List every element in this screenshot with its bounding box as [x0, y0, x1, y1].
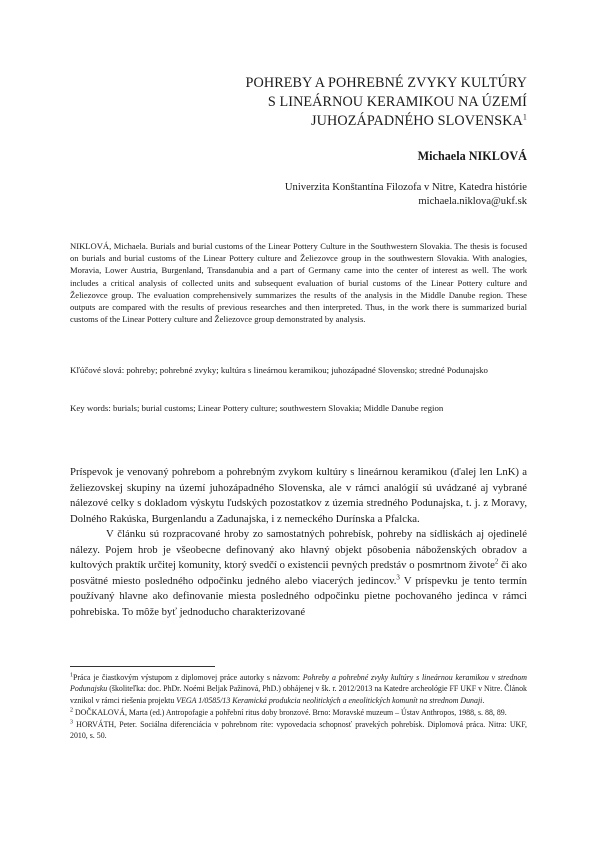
- footnote-3-text: HORVÁTH, Peter. Sociálna diferenciácia v pohrebnom ríte: vypovedacia schopnosť pravekých pohrebísk. Diplomová práca. Nitra: UKF, 2010, s. 50.: [70, 720, 527, 741]
- footnotes: [70, 672, 527, 743]
- footnote-2-mark: 2: [70, 707, 73, 714]
- keywords-english: Key words: burials; burial customs; Linear Pottery culture; southwestern Slovakia; Middle Danube region: [70, 403, 444, 413]
- author-first-name: Michaela: [417, 149, 466, 163]
- footnote-1-text-b: (školiteľka: doc. PhDr. Noémi Beljak Pažinová, PhD.) obhájenej v šk. r. 2012/2013 na Katedre archeológie FF UKF v Nitre. Článok vznikol v rámci riešenia projektu: [70, 684, 527, 705]
- title-line-3: [246, 112, 527, 131]
- footnote-1-text-a: Práca je čiastkovým výstupom z diplomovej práce autorky s názvom:: [73, 673, 303, 682]
- author-name: [418, 149, 527, 164]
- footnote-1-mark: 1: [70, 672, 73, 679]
- body-paragraph-2-part-c: V príspevku je tento termín používaný hlavne ako definovanie miesta posledného odpočinku pietne pochovaného jedinca v rámci pohrebiska. To môže byť jednoducho charakterizované: [70, 574, 527, 618]
- affiliation: [285, 181, 527, 209]
- author-last-name: NIKLOVÁ: [468, 149, 527, 163]
- body-text: [70, 465, 527, 620]
- footnote-1-project-title: VEGA 1/0585/13 Keramická produkcia neolitických a eneolitických komunít na strednom Dunaji: [176, 695, 483, 705]
- affiliation-email[interactable]: michaela.niklova@ukf.sk: [418, 196, 527, 207]
- body-paragraph-1: Príspevok je venovaný pohrebom a pohrebným zvykom kultúry s lineárnou keramikou (ďalej len LnK) a želiezovskej skupiny na území juhozápadného Slovenska, ale v rámci analógií sú uvádzané aj vybrané nálezové celky s dokladom výskytu ľudských pozostatkov z územia stredného Podunajska, t. j. z Moravy, Dolného Rakúska, Burgenlandu a Zadunajska, i z nemeckého Durínska a Pfalcka.: [70, 466, 527, 525]
- footnote-1-thesis-title: Pohreby a pohrebné zvyky kultúry s lineárnou keramikou v strednom Podunajsku: [70, 673, 527, 694]
- abstract: NIKLOVÁ, Michaela. Burials and burial customs of the Linear Pottery Culture in the Southwestern Slovakia. The thesis is focused on burials and burial customs of the Linear Pottery culture and Želiezovce group in the southwestern Slovakia. With analogies, Moravia, Lower Austria, Burgenland, Transdanubia and a part of Germany came into the center of interest as well. The work includes a critical analysis of collected units and subsequent evaluation of burial customs of the Linear Pottery culture and Želiezovce group. The evaluation comprehensively summarizes the results of the analysis in the Middle Danube region. These outputs are compared with the results of previous researches and then interpreted. Thus, in the work there is summarized burial customs of the Linear Pottery culture and Želiezovce group demonstrated by analysis.: [70, 241, 527, 325]
- footnote-3: [70, 719, 527, 742]
- footnote-3-mark: 3: [70, 719, 73, 726]
- body-paragraph-2-part-b: či ako posvätné miesto posledného odpočinku jedného alebo viacerých jedincov.: [70, 559, 527, 587]
- title-line-1: POHREBY A POHREBNÉ ZVYKY KULTÚRY: [245, 75, 527, 91]
- footnote-1: [70, 672, 527, 706]
- body-paragraph-2-part-a: V článku sú rozpracované hroby zo samostatných pohrebísk, pohreby na sídliskách aj ojedinelé nálezy. Pojem hrob je všeobecne definovaný ako hlavný objekt pôsobenia náboženských obradov a kultových praktík určitej komunity, ktorý svedčí o existencii pevných predstáv o posmrtnom živote: [70, 528, 527, 571]
- footnote-ref-2[interactable]: 2: [494, 557, 499, 566]
- article-title: [246, 74, 527, 131]
- title-line-3-text: JUHOZÁPADNÉHO SLOVENSKA: [311, 113, 523, 129]
- footnote-ref-3[interactable]: 3: [396, 572, 400, 581]
- body-paragraph-2: [70, 527, 527, 620]
- footnote-2: [70, 707, 527, 718]
- footnote-1-text-c: .: [482, 695, 485, 705]
- keywords-slovak: Kľúčové slová: pohreby; pohrebné zvyky; kultúra s lineárnou keramikou; juhozápadné Slovensko; stredné Podunajsko: [70, 365, 488, 375]
- affiliation-institution: Univerzita Konštantína Filozofa v Nitre, Katedra histórie: [284, 182, 527, 193]
- footnote-2-text: DOČKALOVÁ, Marta (ed.) Antropofagie a pohřební ritus doby bronzové. Brno: Moravské muzeum – Ústav Anthropos, 1988, s. 88, 89.: [73, 707, 507, 717]
- title-footnote-mark[interactable]: 1: [522, 112, 527, 122]
- footnote-divider: [70, 666, 215, 667]
- title-line-2: S LINEÁRNOU KERAMIKOU NA ÚZEMÍ: [267, 94, 527, 110]
